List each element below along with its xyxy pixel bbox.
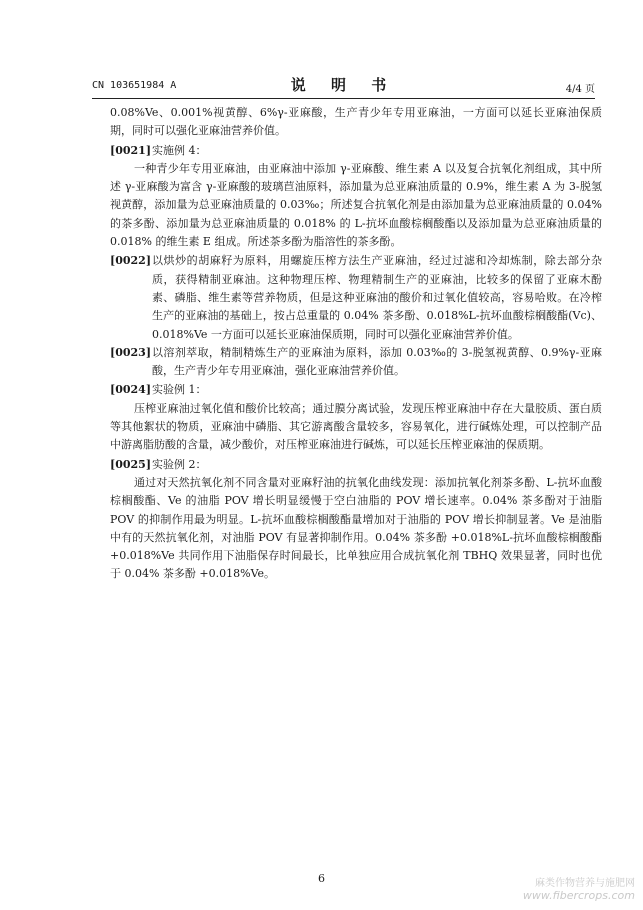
document-body <box>110 104 602 585</box>
section-text-0021: 一种青少年专用亚麻油，由亚麻油中添加 γ-亚麻酸、维生素 A 以及复合抗氧化剂组成，其中所述 γ-亚麻酸为富含 γ-亚麻酸的玻璃苣油原料，添加量为总亚麻油质量的 0.9%，维生素 A 为 3-脱氢视黄醇，添加量为总亚麻油质量的 0.03‰；所述复合抗氧化剂是由添加量为总亚麻油质量的 0.04% 的茶多酚、添加量为总亚麻油质量的 0.018% 的 L-抗坏血酸棕榈酸酯以及添加量为总亚麻油质量的 0.018% 的维生素 E 组成。所述茶多酚为脂溶性的茶多酚。 <box>110 161 602 249</box>
page-indicator: 4/4 页 <box>565 84 595 95</box>
watermark-url: www.fibercrops.com <box>522 889 635 902</box>
section-0023 <box>110 344 602 381</box>
section-title: 实验例 2： <box>152 457 207 471</box>
section-0022 <box>110 252 602 343</box>
page-number: 6 <box>318 872 325 885</box>
document-title: 说 明 书 <box>290 76 397 94</box>
section-heading-0024 <box>110 381 602 399</box>
patent-number: CN 103651984 A <box>92 80 177 91</box>
site-watermark <box>523 878 635 902</box>
section-text-0022: 以烘炒的胡麻籽为原料，用螺旋压榨方法生产亚麻油，经过过滤和冷却炼制，除去部分杂质，获得精制亚麻油。这种物理压榨、物理精制生产的亚麻油，比较多的保留了亚麻木酚素、磷脂、维生素等营养物质，但是这种亚麻油的酸价和过氧化值较高，容易哈败。在冷榨生产的亚麻油的基础上，按占总重量的 0.04% 茶多酚、0.018%L-抗坏血酸棕榈酸酯(Vc)、0.018%Ve 一方面可以延长亚麻油保质期，同时可以强化亚麻油营养价值。 <box>152 254 602 341</box>
paragraph-tag: [0022] <box>110 254 152 268</box>
paragraph-tag: [0023] <box>110 345 152 359</box>
section-text-0023: 以溶剂萃取，精制精炼生产的亚麻油为原料，添加 0.03‰的 3-脱氢视黄醇、0.9%γ-亚麻酸，生产青少年专用亚麻油，强化亚麻油营养价值。 <box>152 345 602 378</box>
paragraph-tag: [0025] <box>110 457 152 471</box>
section-text-0025: 通过对天然抗氧化剂不同含量对亚麻籽油的抗氧化曲线发现：添加抗氧化剂茶多酚、L-抗坏血酸棕榈酸酯、Ve 的油脂 POV 增长明显缓慢于空白油脂的 POV 增长速率。0.04% 茶多酚对于油脂 POV 的抑制作用最为明显。L-抗坏血酸棕榈酸酯量增加对于油脂的 POV 增长抑制显著。Ve 是油脂中有的天然抗氧化剂，对油脂 POV 有显著抑制作用。0.04% 茶多酚 +0.018%L-抗坏血酸棕榈酸酯 +0.018%Ve 共同作用下油脂保存时间最长，比单独应用合成抗氧化剂 TBHQ 效果显著，同时也优于 0.04% 茶多酚 +0.018%Ve。 <box>110 475 602 581</box>
section-heading-0021 <box>110 142 602 160</box>
watermark-site-name: 麻类作物营养与施肥网 <box>535 878 635 889</box>
paragraph-tag: [0024] <box>110 383 152 397</box>
section-title: 实验例 1： <box>152 383 207 397</box>
paragraph-tag: [0021] <box>110 143 152 157</box>
continuation-paragraph: 0.08%Ve、0.001%视黄醇、6%γ-亚麻酸，生产青少年专用亚麻油，一方面可以延长亚麻油保质期，同时可以强化亚麻油营养价值。 <box>110 106 602 138</box>
section-text-0024: 压榨亚麻油过氧化值和酸价比较高；通过膜分离试验，发现压榨亚麻油中存在大量胶质、蛋白质等其他絮状的物质，亚麻油中磷脂、其它游离酸含量较多，容易氧化，进行碱炼处理，可以控制产品中游离脂肪酸的含量，减少酸价，对压榨亚麻油进行碱炼，可以延长压榨亚麻油的保质期。 <box>110 401 602 452</box>
section-heading-0025 <box>110 456 602 474</box>
section-title: 实施例 4： <box>152 143 207 157</box>
page-header <box>92 76 595 99</box>
